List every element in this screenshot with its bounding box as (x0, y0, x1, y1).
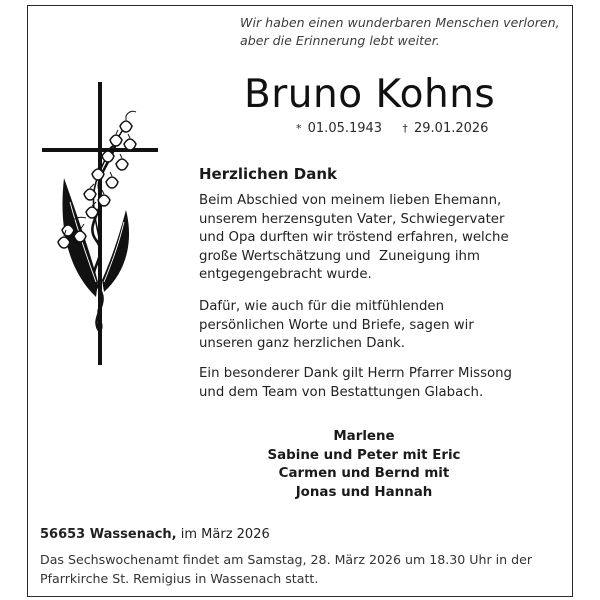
notice-line: Das Sechswochenamt findet am Samstag, 28. März 2026 um 18.30 Uhr in der (40, 552, 533, 567)
text-line: unseren ganz herzlichen Dank. (199, 336, 405, 351)
death-symbol: † (402, 122, 408, 135)
signers-block (199, 428, 529, 502)
birth-symbol: * (296, 122, 302, 135)
place-date: im März 2026 (180, 527, 270, 542)
service-notice (40, 551, 565, 588)
motto-quote (240, 14, 570, 50)
thanks-heading: Herzlichen Dank (199, 165, 338, 183)
text-line: persönlichen Worte und Briefe, sagen wir (199, 317, 474, 333)
death-date: 29.01.2026 (414, 121, 489, 136)
text-line: und Opa durften wir tröstend erfahren, welche (199, 230, 509, 245)
thanks-paragraph-1 (199, 192, 559, 285)
life-dates (296, 121, 488, 136)
signer-line: Sabine und Peter mit Eric (267, 447, 461, 463)
birth-date: 01.05.1943 (307, 121, 383, 136)
signer-line: Marlene (333, 429, 395, 444)
deceased-name: Bruno Kohns (244, 72, 496, 117)
signer-line: Jonas und Hannah (295, 484, 433, 500)
text-line: und dem Team von Bestattungen Glabach. (199, 384, 484, 400)
text-line: Dafür, wie auch für die mitfühlenden (199, 299, 445, 314)
signer-line: Carmen und Bernd mit (278, 466, 450, 481)
notice-line: Pfarrkirche St. Remigius in Wassenach statt. (40, 570, 319, 586)
text-line: Beim Abschied von meinem lieben Ehemann, (199, 193, 502, 208)
thanks-paragraph-2 (199, 298, 559, 354)
text-line: große Wertschätzung und Zuneigung ihm (199, 248, 480, 264)
text-line: unserem herzensguten Vater, Schwiegervater (199, 211, 505, 227)
motto-line: Wir haben einen wunderbaren Menschen verloren, (240, 15, 560, 30)
motto-line: aber die Erinnerung lebt weiter. (240, 33, 440, 48)
place-and-date (40, 527, 270, 542)
cross-with-lily-of-the-valley-icon (40, 82, 160, 367)
place-city: 56653 Wassenach, (40, 527, 177, 542)
text-line: Ein besonderer Dank gilt Herrn Pfarrer Missong (199, 366, 512, 381)
text-line: entgegengebracht wurde. (199, 267, 372, 282)
thanks-paragraph-3 (199, 365, 559, 402)
